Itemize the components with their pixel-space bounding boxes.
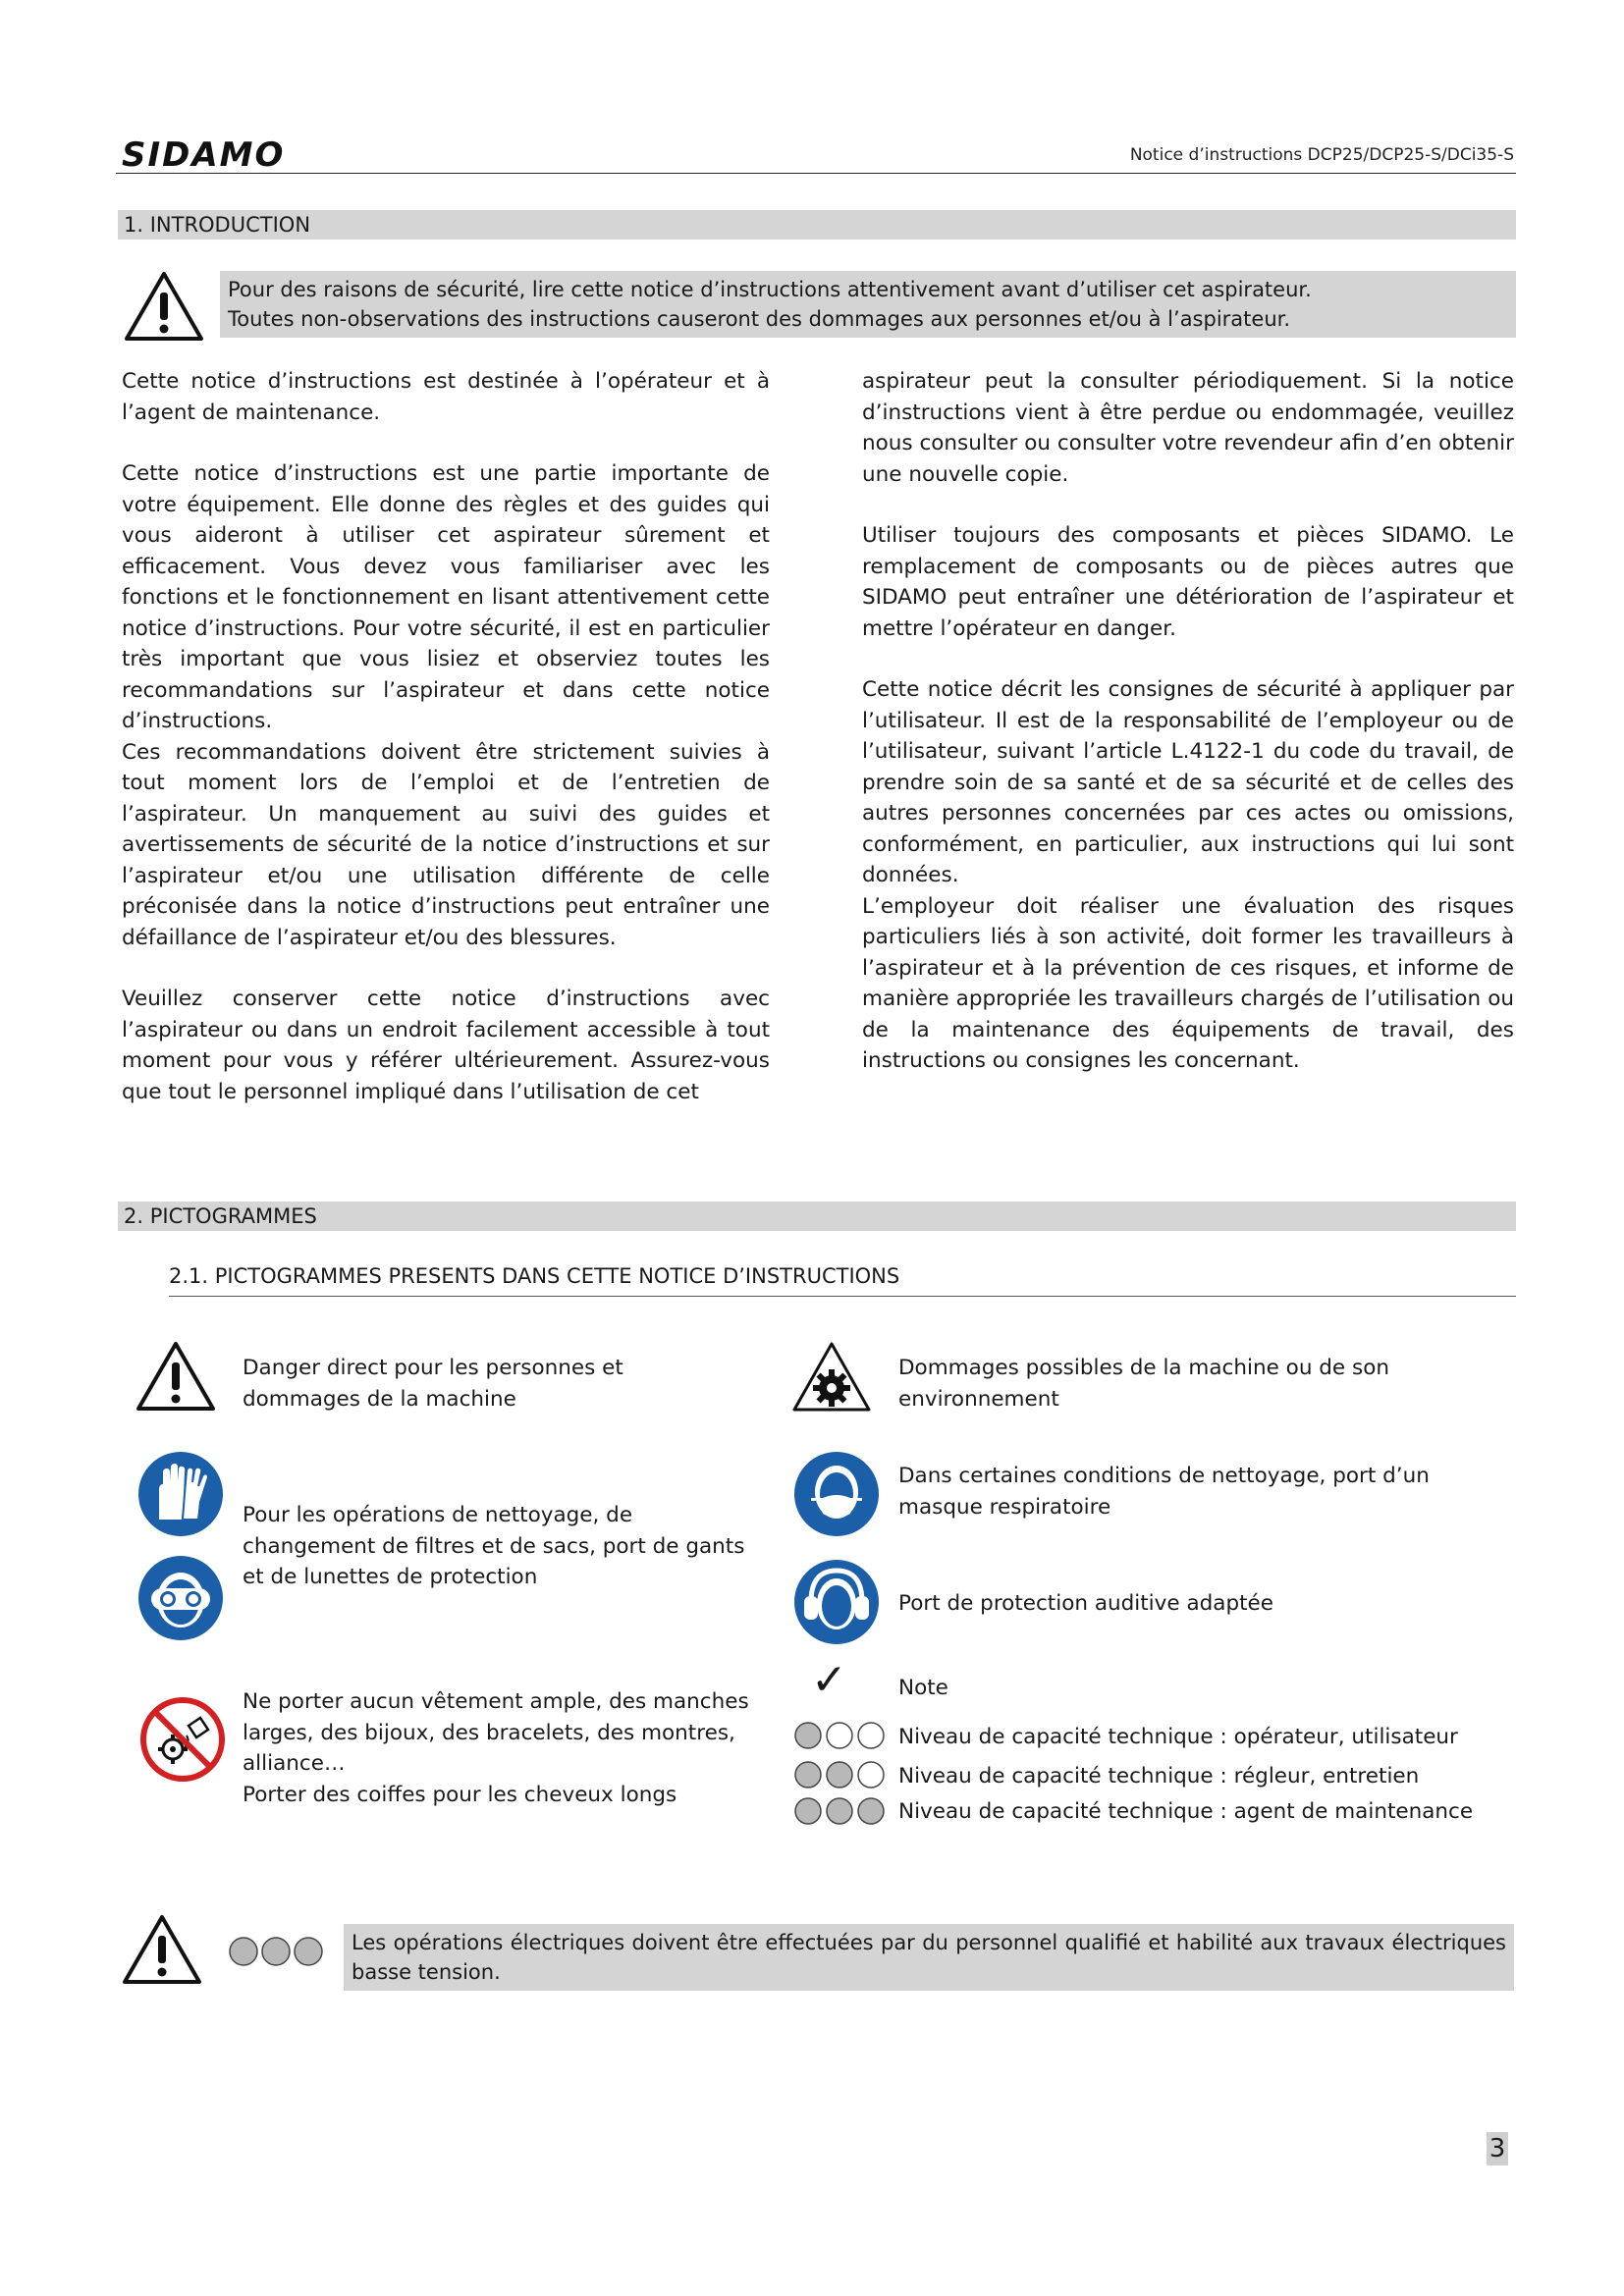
picto-danger-text: Danger direct pour les personnes et dommages de la machine [243,1356,623,1412]
intro-right-column [862,366,1514,1077]
skill-level-1-text: Niveau de capacité technique : opérateur, utilisateur [898,1725,1458,1749]
page-number: 3 [1487,2132,1508,2165]
electrical-warning-box: Les opérations électriques doivent être effectuées par du personnel qualifié et habilité aux travaux électriques basse tension. [344,1924,1514,1991]
paragraph: Cette notice d’instructions est une partie importante de votre équipement. Elle donne des règles et des guides qui vous aideront à utiliser cet aspirateur sûrement et efficacement. Vous devez vous familiariser avec les fonctions et le fonctionnement en lisant attentivement cette notice d’instructions. Pour votre sécurité, il est en particulier très important que vous lisiez et observiez toutes les recommandations sur l’aspirateur et dans cette notice d’instructions. [122,461,770,733]
brand-logo: SIDAMO [122,135,286,175]
skill-level-2-text: Niveau de capacité technique : régleur, entretien [898,1764,1420,1789]
subsection-2-1-title: 2.1. PICTOGRAMMES PRESENTS DANS CETTE NOTICE D’INSTRUCTIONS [169,1264,1516,1297]
skill-level-3-text: Niveau de capacité technique : agent de maintenance [898,1799,1474,1824]
paragraph: Cette notice d’instructions est destinée à l’opérateur et à l’agent de maintenance. [122,369,770,425]
ear-protection-icon [793,1559,880,1645]
paragraph: Cette notice décrit les consignes de sécurité à appliquer par l’utilisateur. Il est de la responsabilité de l’employeur ou de l’utilisateur, suivant l’article L.4122-1 du code du travail, de prendre soin de sa santé et de sa sécurité et de celles des autres personnes concernées par ces actes ou omissions, conformément, en particulier, aux instructions qui lui sont données. [862,677,1514,887]
warning-line-1: Pour des raisons de sécurité, lire cette notice d’instructions attentivement avant d’utiliser cet aspirateur. [228,278,1312,301]
picto-clothing-line-1: Ne porter aucun vêtement ample, des manches larges, des bijoux, des bracelets, des montres, alliance… [243,1689,749,1776]
skill-level-3-icon [793,1796,886,1826]
section-2-title: 2. PICTOGRAMMES [118,1201,1516,1231]
skill-level-1-icon [793,1721,886,1750]
machine-damage-icon [791,1341,872,1414]
gloves-icon [137,1451,224,1537]
paragraph: Veuillez conserver cette notice d’instructions avec l’aspirateur ou dans un endroit facilement accessible à tout moment pour vous y référer ultérieurement. Assurez-vous que tout le personnel impliqué dans l’utilisation de cet [122,987,770,1104]
goggles-icon [137,1555,224,1641]
picto-clothing-text [243,1686,773,1810]
paragraph: L’employeur doit réaliser une évaluation des risques particuliers liés à son activité, doit former les travailleurs à l’aspirateur et à la prévention de ces risques, et informe de manière appropriée les travailleurs chargés de l’utilisation ou de la maintenance des équipements de travail, des instructions ou consignes les concernant. [862,893,1514,1073]
skill-level-3-small-icon [228,1936,324,1967]
paragraph: aspirateur peut la consulter périodiquement. Si la notice d’instructions vient à être perdue ou endommagée, veuillez nous consulter ou consulter votre revendeur afin d’en obtenir une nouvelle copie. [862,369,1514,487]
checkmark-icon: ✓ [811,1655,847,1705]
picto-clothing-line-2: Porter des coiffes pour les cheveux longs [243,1782,677,1807]
no-loose-clothing-icon [139,1696,226,1783]
document-reference: Notice d’instructions DCP25/DCP25-S/DCi35-S [1129,145,1514,165]
picto-gloves-glasses-text: Pour les opérations de nettoyage, de changement de filtres et de sacs, port de gants et de lunettes de protection [243,1503,745,1589]
paragraph: Ces recommandations doivent être strictement suivies à tout moment lors de l’emploi et de l’entretien de l’aspirateur. Un manquement au suivi des guides et avertissements de sécurité de la notice d’instructions et sur l’aspirateur et/ou une utilisation différente de celle préconisée dans la notice d’instructions peut entraîner une défaillance de l’aspirateur et/ou des blessures. [122,739,770,950]
section-1-title: 1. INTRODUCTION [118,210,1516,240]
header-divider [116,173,1516,174]
picto-machine-damage-text: Dommages possibles de la machine ou de son environnement [898,1356,1389,1412]
picto-hearing-text: Port de protection auditive adaptée [898,1591,1273,1616]
safety-warning-box [220,271,1516,338]
electrical-warning-triangle-icon [122,1914,202,1985]
picto-mask-text: Dans certaines conditions de nettoyage, port d’un masque respiratoire [898,1464,1430,1520]
paragraph: Utiliser toujours des composants et pièces SIDAMO. Le remplacement de composants ou de pièces autres que SIDAMO peut entraîner une détérioration de l’aspirateur et mettre l’opérateur en danger. [862,523,1514,641]
intro-left-column [122,366,770,1107]
skill-level-2-icon [793,1760,886,1789]
warning-triangle-icon [124,271,204,342]
respirator-mask-icon [793,1451,880,1537]
warning-line-2: Toutes non-observations des instructions causeront des dommages aux personnes et/ou à l’aspirateur. [228,307,1291,331]
danger-triangle-icon [135,1341,216,1412]
picto-note-text: Note [898,1676,948,1700]
